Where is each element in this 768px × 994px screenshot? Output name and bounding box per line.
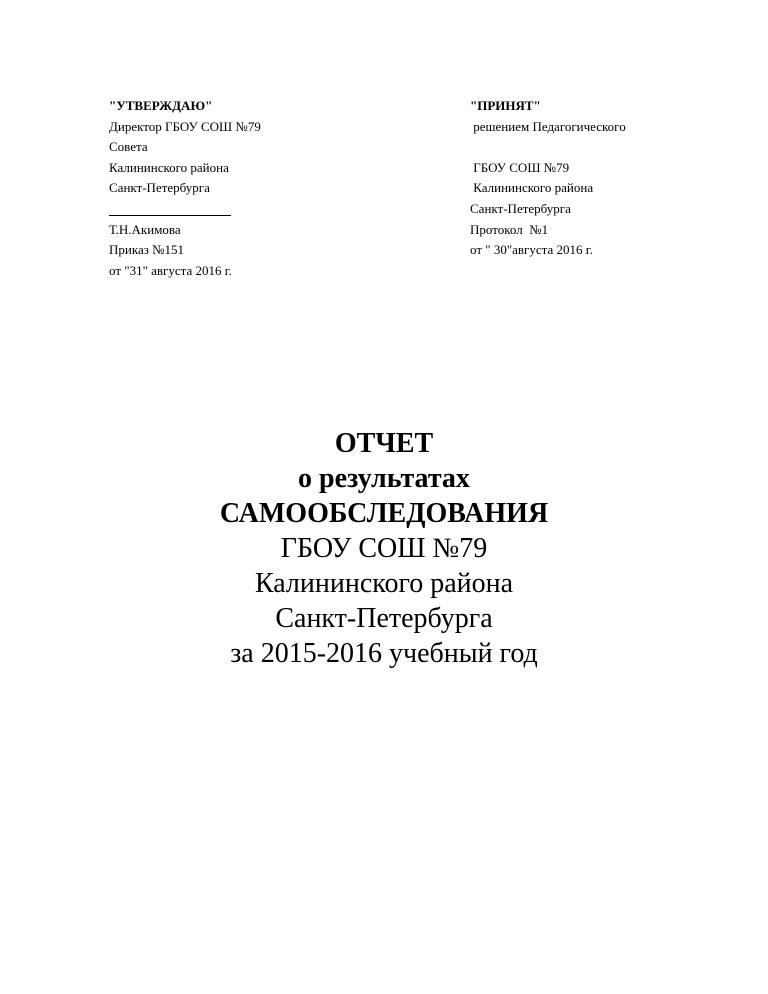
title-academic-year: за 2015-2016 учебный год	[230, 638, 538, 669]
signature-line	[109, 199, 231, 220]
approval-city: Санкт-Петербурга	[109, 180, 210, 196]
approval-signer: Т.Н.Акимова	[109, 221, 181, 237]
title-report: ОТЧЕТ	[334, 428, 434, 459]
title-subject: о результатах	[298, 463, 470, 494]
report-title	[0, 426, 768, 671]
title-district: Калининского района	[254, 568, 514, 599]
title-self-evaluation: САМООБСЛЕДОВАНИЯ	[219, 498, 549, 529]
accepted-protocol: Протокол №1	[470, 221, 549, 237]
approval-block-director	[109, 96, 429, 281]
accepted-heading: "ПРИНЯТ"	[470, 98, 541, 113]
title-city: Санкт-Петербурга	[275, 603, 493, 634]
accepted-school: ГБОУ СОШ №79	[470, 159, 570, 175]
approval-block-council	[470, 96, 730, 261]
approval-position: Директор ГБОУ СОШ №79	[109, 118, 261, 134]
approval-council: Совета	[109, 139, 148, 155]
approval-district: Калининского района	[109, 159, 229, 175]
accepted-date: от " 30"августа 2016 г.	[470, 242, 593, 258]
accepted-blank	[470, 137, 730, 158]
approval-heading: "УТВЕРЖДАЮ"	[109, 98, 213, 113]
title-school: ГБОУ СОШ №79	[280, 533, 488, 564]
accepted-city: Санкт-Петербурга	[470, 200, 571, 216]
accepted-district: Калининского района	[470, 180, 594, 196]
accepted-decision: решением Педагогического	[470, 118, 626, 134]
approval-order: Приказ №151	[109, 242, 185, 258]
approval-date: от "31" августа 2016 г.	[109, 262, 232, 278]
